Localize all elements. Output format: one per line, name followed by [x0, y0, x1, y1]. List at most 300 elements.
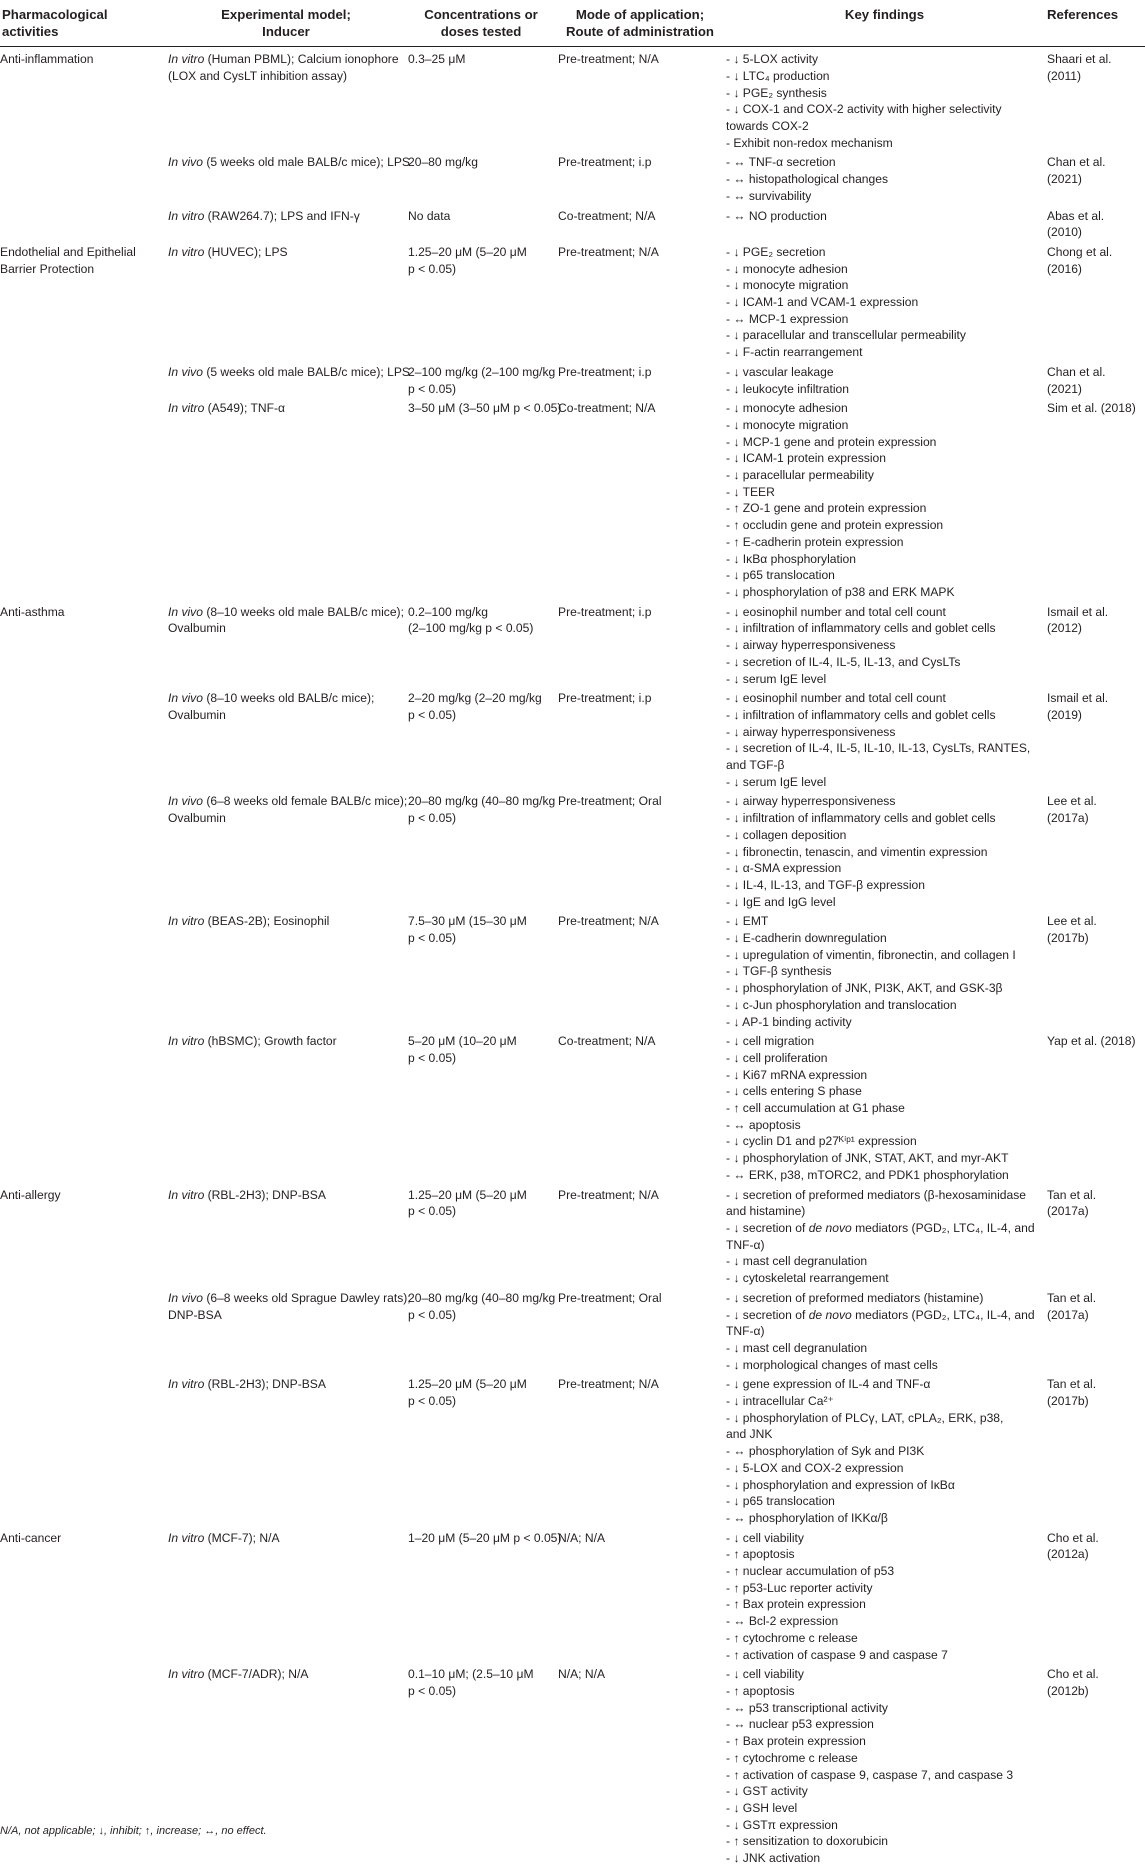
cell-model	[166, 205, 406, 241]
finding-item: - ↓ cell viability	[726, 1530, 804, 1545]
cell-findings	[724, 361, 1045, 397]
cell-model	[166, 1287, 411, 1374]
finding-item: - ↓ monocyte migration	[726, 417, 849, 432]
reference-text: Sim et al. (2018)	[1047, 401, 1136, 416]
model-detail: (5 weeks old male BALB/c mice); LPS	[202, 364, 410, 379]
finding-item: - ↑ Bax protein expression	[726, 1597, 866, 1612]
activity-label: Anti-allergy	[0, 1187, 61, 1202]
model-prefix: In vitro	[168, 1034, 205, 1049]
cell-reference	[1045, 790, 1145, 910]
finding-item: - ↓ secretion of preformed mediators (β-hexosaminidase and histamine)	[726, 1187, 1027, 1219]
concentration-text: 20–80 mg/kg (40–80 mg/kg p < 0.05)	[408, 794, 556, 826]
finding-item: - ↓ infiltration of inflammatory cells and goblet cells	[726, 621, 996, 636]
finding-item: - ↓ EMT	[726, 914, 769, 929]
cell-reference	[1045, 361, 1145, 397]
finding-item: - ↓ serum IgE level	[726, 774, 827, 789]
cell-mode	[556, 241, 724, 361]
cell-mode	[556, 151, 724, 204]
table-row	[0, 687, 1145, 790]
finding-item: - ↓ eosinophil number and total cell count	[726, 604, 946, 619]
cell-reference	[1045, 687, 1145, 790]
finding-item: - ↓ phosphorylation of JNK, PI3K, AKT, and GSK-3β	[726, 981, 1003, 996]
cell-reference	[1045, 47, 1145, 152]
finding-item: - ↔ TNF-α secretion	[726, 155, 836, 170]
finding-item: - ↓ leukocyte infiltration	[726, 381, 850, 396]
model-prefix: In vivo	[168, 1290, 203, 1305]
mode-text: Pre-treatment; N/A	[558, 244, 659, 259]
finding-item: - ↑ activation of caspase 9, caspase 7, and caspase 3	[726, 1767, 1014, 1782]
finding-item: - ↓ Ki67 mRNA expression	[726, 1067, 868, 1082]
finding-item: - ↔ ERK, p38, mTORC2, and PDK1 phosphorylation	[726, 1167, 1009, 1182]
model-text	[168, 244, 404, 261]
finding-item: - ↑ ZO-1 gene and protein expression	[726, 501, 927, 516]
cell-concentration	[406, 47, 556, 152]
concentration-text: 0.2–100 mg/kg (2–100 mg/kg p < 0.05)	[408, 604, 534, 636]
finding-item: - ↓ phosphorylation of JNK, STAT, AKT, and myr-AKT	[726, 1151, 1009, 1166]
finding-item: - ↓ morphological changes of mast cells	[726, 1357, 938, 1372]
cell-concentration	[406, 241, 556, 361]
model-detail: (RBL-2H3); DNP-BSA	[204, 1377, 326, 1392]
finding-item: - ↓ cell migration	[726, 1034, 815, 1049]
cell-concentration	[406, 1373, 556, 1526]
model-prefix: In vitro	[168, 1187, 205, 1202]
cell-concentration	[406, 361, 556, 397]
reference-text: Chong et al. (2016)	[1047, 244, 1113, 276]
finding-item: - ↔ MCP-1 expression	[726, 311, 849, 326]
cell-concentration	[406, 1184, 556, 1287]
cell-mode	[556, 601, 724, 688]
finding-item: - ↓ monocyte adhesion	[726, 261, 848, 276]
reference-text: Tan et al. (2017a)	[1047, 1187, 1097, 1219]
table-row	[0, 47, 1145, 152]
cell-mode	[556, 205, 724, 241]
cell-findings	[724, 1287, 1045, 1374]
model-prefix: In vivo	[168, 794, 203, 809]
finding-item: - ↓ cell proliferation	[726, 1050, 828, 1065]
finding-item: - ↓ secretion of de novo mediators (PGD₂, LTC₄, IL-4, and TNF-α)	[726, 1221, 1035, 1252]
finding-item: - ↑ sensitization to doxorubicin	[726, 1834, 889, 1849]
model-detail: (RBL-2H3); DNP-BSA	[204, 1187, 326, 1202]
finding-item: - ↑ p53-Luc reporter activity	[726, 1580, 873, 1595]
finding-item: - ↓ phosphorylation of PLCγ, LAT, cPLA₂, ERK, p38, and JNK	[726, 1410, 1004, 1442]
cell-mode	[556, 1184, 724, 1287]
model-prefix: In vitro	[168, 208, 205, 223]
finding-item: - ↓ monocyte adhesion	[726, 401, 848, 416]
cell-findings	[724, 1527, 1045, 1664]
cell-findings	[724, 205, 1045, 241]
cell-model	[166, 151, 410, 204]
reference-text: Ismail et al. (2019)	[1047, 691, 1109, 722]
cell-activity	[0, 790, 166, 910]
model-text	[168, 1666, 404, 1683]
finding-item: - ↓ upregulation of vimentin, fibronectin, and collagen I	[726, 947, 1016, 962]
reference-text: Cho et al. (2012b)	[1047, 1667, 1099, 1698]
model-detail: (A549); TNF-α	[204, 401, 285, 416]
finding-item: - ↓ secretion of preformed mediators (histamine)	[726, 1290, 984, 1305]
finding-item: - ↑ cytochrome c release	[726, 1630, 858, 1645]
concentration-text: 5–20 μM (10–20 μM p < 0.05)	[408, 1034, 517, 1065]
concentration-text: 2–20 mg/kg (2–20 mg/kg p < 0.05)	[408, 691, 542, 722]
mode-text: Pre-treatment; N/A	[558, 52, 659, 67]
cell-model	[166, 1184, 406, 1287]
finding-item: - ↓ 5-LOX activity	[726, 52, 819, 67]
header-concentrations: Concentrations or doses tested	[406, 0, 556, 47]
model-prefix: In vivo	[168, 691, 203, 706]
finding-item: - ↑ activation of caspase 9 and caspase 7	[726, 1647, 948, 1662]
cell-findings	[724, 790, 1045, 910]
finding-item: - ↔ apoptosis	[726, 1117, 801, 1132]
table-row	[0, 1184, 1145, 1287]
model-prefix: In vitro	[168, 914, 205, 929]
model-prefix: In vitro	[168, 1377, 205, 1392]
finding-item: - ↓ COX-1 and COX-2 activity with higher selectivity towards COX-2	[726, 102, 1002, 133]
cell-concentration	[406, 687, 556, 790]
table-row	[0, 361, 1145, 397]
mode-text: Pre-treatment; Oral	[558, 1290, 662, 1305]
mode-text: Co-treatment; N/A	[558, 401, 656, 416]
cell-model	[166, 1030, 406, 1183]
reference-text: Abas et al. (2010)	[1047, 208, 1105, 240]
model-text	[168, 604, 404, 637]
reference-text: Lee et al. (2017a)	[1047, 794, 1097, 826]
cell-model	[166, 241, 406, 361]
finding-item: - ↔ Bcl-2 expression	[726, 1614, 839, 1629]
model-text	[168, 913, 404, 930]
concentration-text: 1.25–20 μM (5–20 μM p < 0.05)	[408, 1377, 527, 1409]
cell-findings	[724, 241, 1045, 361]
model-prefix: In vitro	[168, 1667, 205, 1682]
cell-model	[166, 397, 406, 600]
cell-concentration	[406, 790, 556, 910]
finding-item: - ↓ p65 translocation	[726, 568, 835, 583]
finding-item: - ↑ apoptosis	[726, 1547, 795, 1562]
table-footnote: N/A, not applicable; ↓, inhibit; ↑, increase; ↔, no effect.	[0, 1825, 267, 1837]
reference-text: Ismail et al. (2012)	[1047, 604, 1109, 636]
reference-text: Tan et al. (2017b)	[1047, 1377, 1097, 1409]
finding-item: - ↔ nuclear p53 expression	[726, 1717, 874, 1732]
finding-item: - ↓ infiltration of inflammatory cells and goblet cells	[726, 707, 996, 722]
model-text	[168, 690, 404, 723]
finding-item: - ↓ mast cell degranulation	[726, 1254, 868, 1269]
finding-item: - ↔ NO production	[726, 208, 827, 223]
finding-item: - ↓ E-cadherin downregulation	[726, 931, 887, 946]
finding-item: - ↓ TEER	[726, 484, 775, 499]
concentration-text: 0.1–10 μM; (2.5–10 μM p < 0.05)	[408, 1667, 534, 1698]
cell-mode	[556, 1373, 724, 1526]
mode-text: N/A; N/A	[558, 1667, 606, 1682]
finding-item: - ↓ c-Jun phosphorylation and translocation	[726, 997, 957, 1012]
finding-item: - ↓ gene expression of IL-4 and TNF-α	[726, 1377, 931, 1392]
reference-text: Shaari et al. (2011)	[1047, 52, 1112, 83]
model-text	[168, 400, 404, 417]
finding-item: - ↔ phosphorylation of Syk and PI3K	[726, 1444, 925, 1459]
cell-model	[166, 1527, 406, 1664]
model-prefix: In vivo	[168, 604, 203, 619]
concentration-text: 2–100 mg/kg (2–100 mg/kg p < 0.05)	[408, 364, 556, 396]
reference-text: Lee et al. (2017b)	[1047, 914, 1097, 946]
model-detail: (8–10 weeks old BALB/c mice); Ovalbumin	[168, 691, 375, 722]
finding-item: - ↓ p65 translocation	[726, 1494, 835, 1509]
finding-item: - ↓ secretion of IL-4, IL-5, IL-10, IL-13, CysLTs, RANTES, and TGF-β	[726, 741, 1031, 773]
concentration-text: 1.25–20 μM (5–20 μM p < 0.05)	[408, 1187, 527, 1219]
mode-text: Pre-treatment; i.p	[558, 364, 652, 379]
table-row	[0, 601, 1145, 688]
mode-text: Pre-treatment; i.p	[558, 604, 652, 619]
finding-item: - ↑ nuclear accumulation of p53	[726, 1564, 895, 1579]
model-text	[168, 1376, 404, 1393]
table-row	[0, 790, 1145, 910]
finding-item: - ↑ cytochrome c release	[726, 1750, 858, 1765]
reference-text: Chan et al. (2021)	[1047, 364, 1106, 396]
cell-findings	[724, 397, 1045, 600]
finding-item: - ↓ cyclin D1 and p27ᴷⁱᵖ¹ expression	[726, 1134, 917, 1149]
finding-item: - ↓ 5-LOX and COX-2 expression	[726, 1460, 904, 1475]
cell-activity	[0, 1184, 166, 1287]
model-prefix: In vitro	[168, 1530, 205, 1545]
activity-label: Anti-asthma	[0, 604, 65, 619]
model-prefix: In vitro	[168, 244, 205, 259]
model-text	[168, 1187, 404, 1204]
cell-findings	[724, 601, 1045, 688]
finding-item: - ↑ cell accumulation at G1 phase	[726, 1101, 905, 1116]
cell-mode	[556, 790, 724, 910]
model-prefix: In vivo	[168, 155, 203, 170]
finding-item: - ↓ GSTπ expression	[726, 1817, 838, 1832]
cell-reference	[1045, 1287, 1145, 1374]
cell-findings	[724, 47, 1045, 152]
finding-item: - ↓ PGE₂ secretion	[726, 244, 826, 259]
table-row	[0, 241, 1145, 361]
concentration-text: 1.25–20 μM (5–20 μM p < 0.05)	[408, 244, 527, 276]
model-detail: (RAW264.7); LPS and IFN-γ	[204, 208, 360, 223]
model-text	[168, 51, 404, 84]
finding-item: - ↑ apoptosis	[726, 1683, 795, 1698]
mode-text: N/A; N/A	[558, 1530, 606, 1545]
cell-findings	[724, 910, 1045, 1030]
finding-item: - ↓ cytoskeletal rearrangement	[726, 1271, 889, 1286]
finding-item: - ↓ cell viability	[726, 1667, 804, 1682]
header-activities: Pharmacological activities	[0, 0, 166, 47]
model-text	[168, 793, 408, 826]
finding-item: - ↓ MCP-1 gene and protein expression	[726, 434, 937, 449]
cell-concentration	[406, 1030, 556, 1183]
model-detail: (6–8 weeks old Sprague Dawley rats); DNP-BSA	[168, 1290, 411, 1322]
cell-concentration	[406, 1287, 556, 1374]
cell-model	[166, 47, 406, 152]
cell-model	[166, 1373, 406, 1526]
cell-activity	[0, 361, 166, 397]
model-text	[168, 1530, 404, 1547]
cell-concentration	[406, 151, 556, 204]
finding-item: - ↓ GST activity	[726, 1784, 808, 1799]
table-row	[0, 151, 1145, 204]
finding-item: - ↓ PGE₂ synthesis	[726, 85, 827, 100]
finding-item: - ↓ TGF-β synthesis	[726, 964, 832, 979]
cell-findings	[724, 1184, 1045, 1287]
reference-text: Chan et al. (2021)	[1047, 155, 1106, 187]
cell-mode	[556, 910, 724, 1030]
cell-mode	[556, 1663, 724, 1866]
mode-text: Co-treatment; N/A	[558, 208, 656, 223]
finding-item: - ↓ LTC₄ production	[726, 68, 830, 83]
cell-model	[166, 790, 406, 910]
cell-reference	[1045, 601, 1145, 688]
finding-item: - ↓ AP-1 binding activity	[726, 1014, 852, 1029]
finding-item: - ↓ ICAM-1 protein expression	[726, 451, 886, 466]
cell-activity	[0, 241, 166, 361]
model-detail: (5 weeks old male BALB/c mice); LPS	[202, 155, 410, 170]
cell-activity	[0, 47, 166, 152]
model-detail: (6–8 weeks old female BALB/c mice); Ovalbumin	[168, 794, 408, 826]
cell-model	[166, 687, 406, 790]
cell-concentration	[406, 1663, 556, 1866]
cell-reference	[1045, 910, 1145, 1030]
header-findings: Key findings	[724, 0, 1045, 47]
header-model: Experimental model; Inducer	[166, 0, 406, 47]
finding-item: - ↓ phosphorylation of p38 and ERK MAPK	[726, 584, 955, 599]
activity-label: Anti-cancer	[0, 1530, 62, 1545]
cell-activity	[0, 1373, 166, 1526]
finding-item: - ↓ infiltration of inflammatory cells and goblet cells	[726, 811, 996, 826]
cell-reference	[1045, 205, 1145, 241]
model-detail: (BEAS-2B); Eosinophil	[204, 914, 330, 929]
header-mode: Mode of application; Route of administration	[556, 0, 724, 47]
concentration-text: 20–80 mg/kg	[408, 155, 478, 170]
concentration-text: 1–20 μM (5–20 μM p < 0.05)	[408, 1530, 562, 1545]
cell-model	[166, 601, 406, 688]
finding-item: - ↓ serum IgE level	[726, 671, 827, 686]
finding-item: - ↔ p53 transcriptional activity	[726, 1700, 888, 1715]
finding-item: - ↓ phosphorylation and expression of IκBα	[726, 1477, 955, 1492]
cell-concentration	[406, 205, 556, 241]
reference-text: Tan et al. (2017a)	[1047, 1290, 1097, 1322]
finding-item: - ↓ F-actin rearrangement	[726, 345, 863, 360]
finding-item: - ↓ collagen deposition	[726, 827, 847, 842]
cell-model	[166, 910, 406, 1030]
finding-item: - ↓ intracellular Ca²⁺	[726, 1394, 834, 1409]
model-prefix: In vitro	[168, 401, 205, 416]
cell-mode	[556, 1527, 724, 1664]
cell-reference	[1045, 1184, 1145, 1287]
finding-item: - ↔ survivability	[726, 188, 812, 203]
mode-text: Pre-treatment; N/A	[558, 1377, 659, 1392]
finding-item: - ↓ paracellular permeability	[726, 468, 874, 483]
finding-item: - ↔ phosphorylation of IKKα/β	[726, 1510, 888, 1525]
cell-reference	[1045, 1527, 1145, 1664]
cell-mode	[556, 47, 724, 152]
mode-text: Co-treatment; N/A	[558, 1034, 656, 1049]
activity-label: Anti-inflammation	[0, 52, 94, 67]
model-prefix: In vivo	[168, 364, 203, 379]
cell-activity	[0, 1030, 166, 1183]
cell-activity	[0, 205, 166, 241]
finding-item: - ↓ mast cell degranulation	[726, 1340, 868, 1355]
finding-item: - ↓ JNK activation	[726, 1851, 821, 1866]
cell-activity	[0, 397, 166, 600]
cell-reference	[1045, 151, 1145, 204]
finding-item: - Exhibit non-redox mechanism	[726, 135, 893, 150]
model-text	[168, 364, 410, 381]
cell-findings	[724, 151, 1045, 204]
cell-activity	[0, 1527, 166, 1664]
table-row	[0, 1373, 1145, 1526]
concentration-text: 20–80 mg/kg (40–80 mg/kg p < 0.05)	[408, 1290, 556, 1322]
finding-item: - ↓ airway hyperresponsiveness	[726, 724, 896, 739]
table-row	[0, 910, 1145, 1030]
model-text	[168, 154, 410, 171]
finding-item: - ↓ monocyte migration	[726, 278, 849, 293]
cell-reference	[1045, 1663, 1145, 1866]
table-row	[0, 1030, 1145, 1183]
finding-item: - ↓ secretion of de novo mediators (PGD₂, LTC₄, IL-4, and TNF-α)	[726, 1307, 1035, 1339]
finding-item: - ↓ IκBα phosphorylation	[726, 551, 857, 566]
model-detail: (HUVEC); LPS	[204, 244, 288, 259]
cell-activity	[0, 601, 166, 688]
cell-concentration	[406, 1527, 562, 1664]
table-row	[0, 1527, 1145, 1664]
cell-concentration	[406, 910, 556, 1030]
mode-text: Pre-treatment; i.p	[558, 155, 652, 170]
finding-item: - ↓ secretion of IL-4, IL-5, IL-13, and CysLTs	[726, 654, 961, 669]
mode-text: Pre-treatment; Oral	[558, 794, 662, 809]
model-text	[168, 1033, 404, 1050]
finding-item: - ↑ E-cadherin protein expression	[726, 534, 904, 549]
cell-reference	[1045, 1373, 1145, 1526]
reference-text: Cho et al. (2012a)	[1047, 1530, 1099, 1562]
model-prefix: In vitro	[168, 52, 205, 67]
concentration-text: No data	[408, 208, 451, 223]
model-detail: (Human PBML); Calcium ionophore (LOX and CysLT inhibition assay)	[168, 52, 399, 83]
finding-item: - ↓ ICAM-1 and VCAM-1 expression	[726, 295, 919, 310]
finding-item: - ↔ histopathological changes	[726, 172, 889, 187]
table-row	[0, 205, 1145, 241]
cell-activity	[0, 151, 166, 204]
model-detail: (MCF-7/ADR); N/A	[204, 1667, 309, 1682]
header-row	[0, 0, 1145, 47]
cell-mode	[556, 687, 724, 790]
cell-findings	[724, 1030, 1045, 1183]
mode-text: Pre-treatment; i.p	[558, 691, 652, 706]
model-text	[168, 208, 404, 225]
model-text	[168, 1290, 411, 1323]
concentration-text: 3–50 μM (3–50 μM p < 0.05)	[408, 401, 562, 416]
cell-mode	[556, 1030, 724, 1183]
finding-item: - ↓ IL-4, IL-13, and TGF-β expression	[726, 877, 925, 892]
cell-mode	[556, 1287, 724, 1374]
cell-model	[166, 361, 410, 397]
model-detail: (hBSMC); Growth factor	[204, 1034, 337, 1049]
table-row	[0, 1287, 1145, 1374]
mode-text: Pre-treatment; N/A	[558, 1187, 659, 1202]
cell-findings	[724, 1373, 1045, 1526]
finding-item: - ↓ vascular leakage	[726, 364, 834, 379]
table-row	[0, 397, 1145, 600]
model-detail: (MCF-7); N/A	[204, 1530, 280, 1545]
cell-mode	[556, 397, 724, 600]
finding-item: - ↓ GSH level	[726, 1800, 798, 1815]
finding-item: - ↓ eosinophil number and total cell count	[726, 691, 946, 706]
model-detail: (8–10 weeks old male BALB/c mice); Ovalbumin	[168, 604, 404, 636]
cell-concentration	[406, 601, 556, 688]
finding-item: - ↓ paracellular and transcellular permeability	[726, 328, 966, 343]
cell-activity	[0, 687, 166, 790]
finding-item: - ↓ airway hyperresponsiveness	[726, 794, 896, 809]
finding-item: - ↓ fibronectin, tenascin, and vimentin expression	[726, 844, 988, 859]
finding-item: - ↓ α-SMA expression	[726, 861, 842, 876]
mode-text: Pre-treatment; N/A	[558, 914, 659, 929]
concentration-text: 0.3–25 μM	[408, 52, 466, 67]
cell-reference	[1045, 1030, 1145, 1183]
